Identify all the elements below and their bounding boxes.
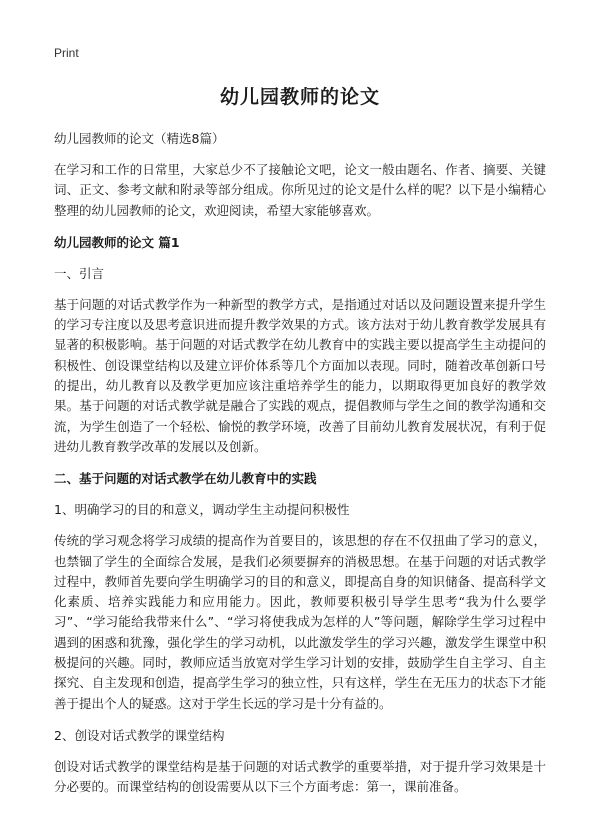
subsection1-paragraph: 传统的学习观念将学习成绩的提高作为首要目的，该思想的存在不仅扭曲了学习的意义，也禁锢了学生的全面综合发展，是我们必须要摒弃的消极思想。在基于问题的对话式教学过程中，教师首先要向学生明确学习的目的和意义，即提高自身的知识储备、提高科学文化素质、培养实践能力和应用能力。因此，教师要积极引导学生思考“我为什么要学习”、“学习能给我带来什么”、“学习将使我成为怎样的人”等问题，解除学生学习过程中遇到的困惑和犹豫，强化学生的学习动机，以此激发学生的学习兴趣，激发学生课堂中积极提问的兴趣。同时，教师应适当放宽对学生学习计划的安排，鼓励学生自主学习、自主探究、自主发现和创造，提高学生学习的独立性，只有这样，学生在无压力的状态下才能善于提出个人的疑惑。这对于学生长远的学习是十分有益的。 bbox=[54, 533, 546, 711]
document-subtitle: 幼儿园教师的论文（精选8篇） bbox=[54, 131, 225, 146]
document-title: 幼儿园教师的论文 bbox=[219, 86, 380, 108]
section1-heading: 一、引言 bbox=[54, 265, 105, 281]
section1-paragraph: 基于问题的对话式教学作为一种新型的教学方式，是指通过对话以及问题设置来提升学生的学习专注度以及思考意识进而提升教学效果的方式。该方法对于幼儿教育教学发展具有显著的积极影响。基于问题的对话式教学在幼儿教育中的实践主要以提高学生主动提问的积极性、创设课堂结构以及建立评价体系等几个方面加以表现。同时，随着改革创新口号的提出，幼儿教育以及教学更加应该注重培养学生的能力，以期取得更加良好的教学效果。基于问题的对话式教学就是融合了实践的观点，提倡教师与学生之间的教学沟通和交流，为学生创造了一个轻松、愉悦的教学环境，改善了目前幼儿教育发展状况，有利于促进幼儿教育教学改革的发展以及创新。 bbox=[54, 296, 546, 454]
intro-paragraph: 在学习和工作的日常里，大家总少不了接触论文吧，论文一般由题名、作者、摘要、关键词、正文、参考文献和附录等部分组成。你所见过的论文是什么样的呢？以下是小编精心整理的幼儿园教师的论文，欢迎阅读，希望大家能够喜欢。 bbox=[54, 162, 546, 218]
subsection2-heading: 2、创设对话式教学的课堂结构 bbox=[54, 727, 225, 743]
print-link[interactable]: Print bbox=[54, 46, 79, 60]
article-heading: 幼儿园教师的论文 篇1 bbox=[54, 234, 180, 250]
subsection1-heading: 1、明确学习的目的和意义，调动学生主动提问积极性 bbox=[54, 502, 350, 518]
subsection2-paragraph: 创设对话式教学的课堂结构是基于问题的对话式教学的重要举措，对于提升学习效果是十分必要的。而课堂结构的创设需要从以下三个方面考虑：第一，课前准备。 bbox=[54, 758, 546, 795]
section2-heading: 二、基于问题的对话式教学在幼儿教育中的实践 bbox=[54, 471, 317, 487]
